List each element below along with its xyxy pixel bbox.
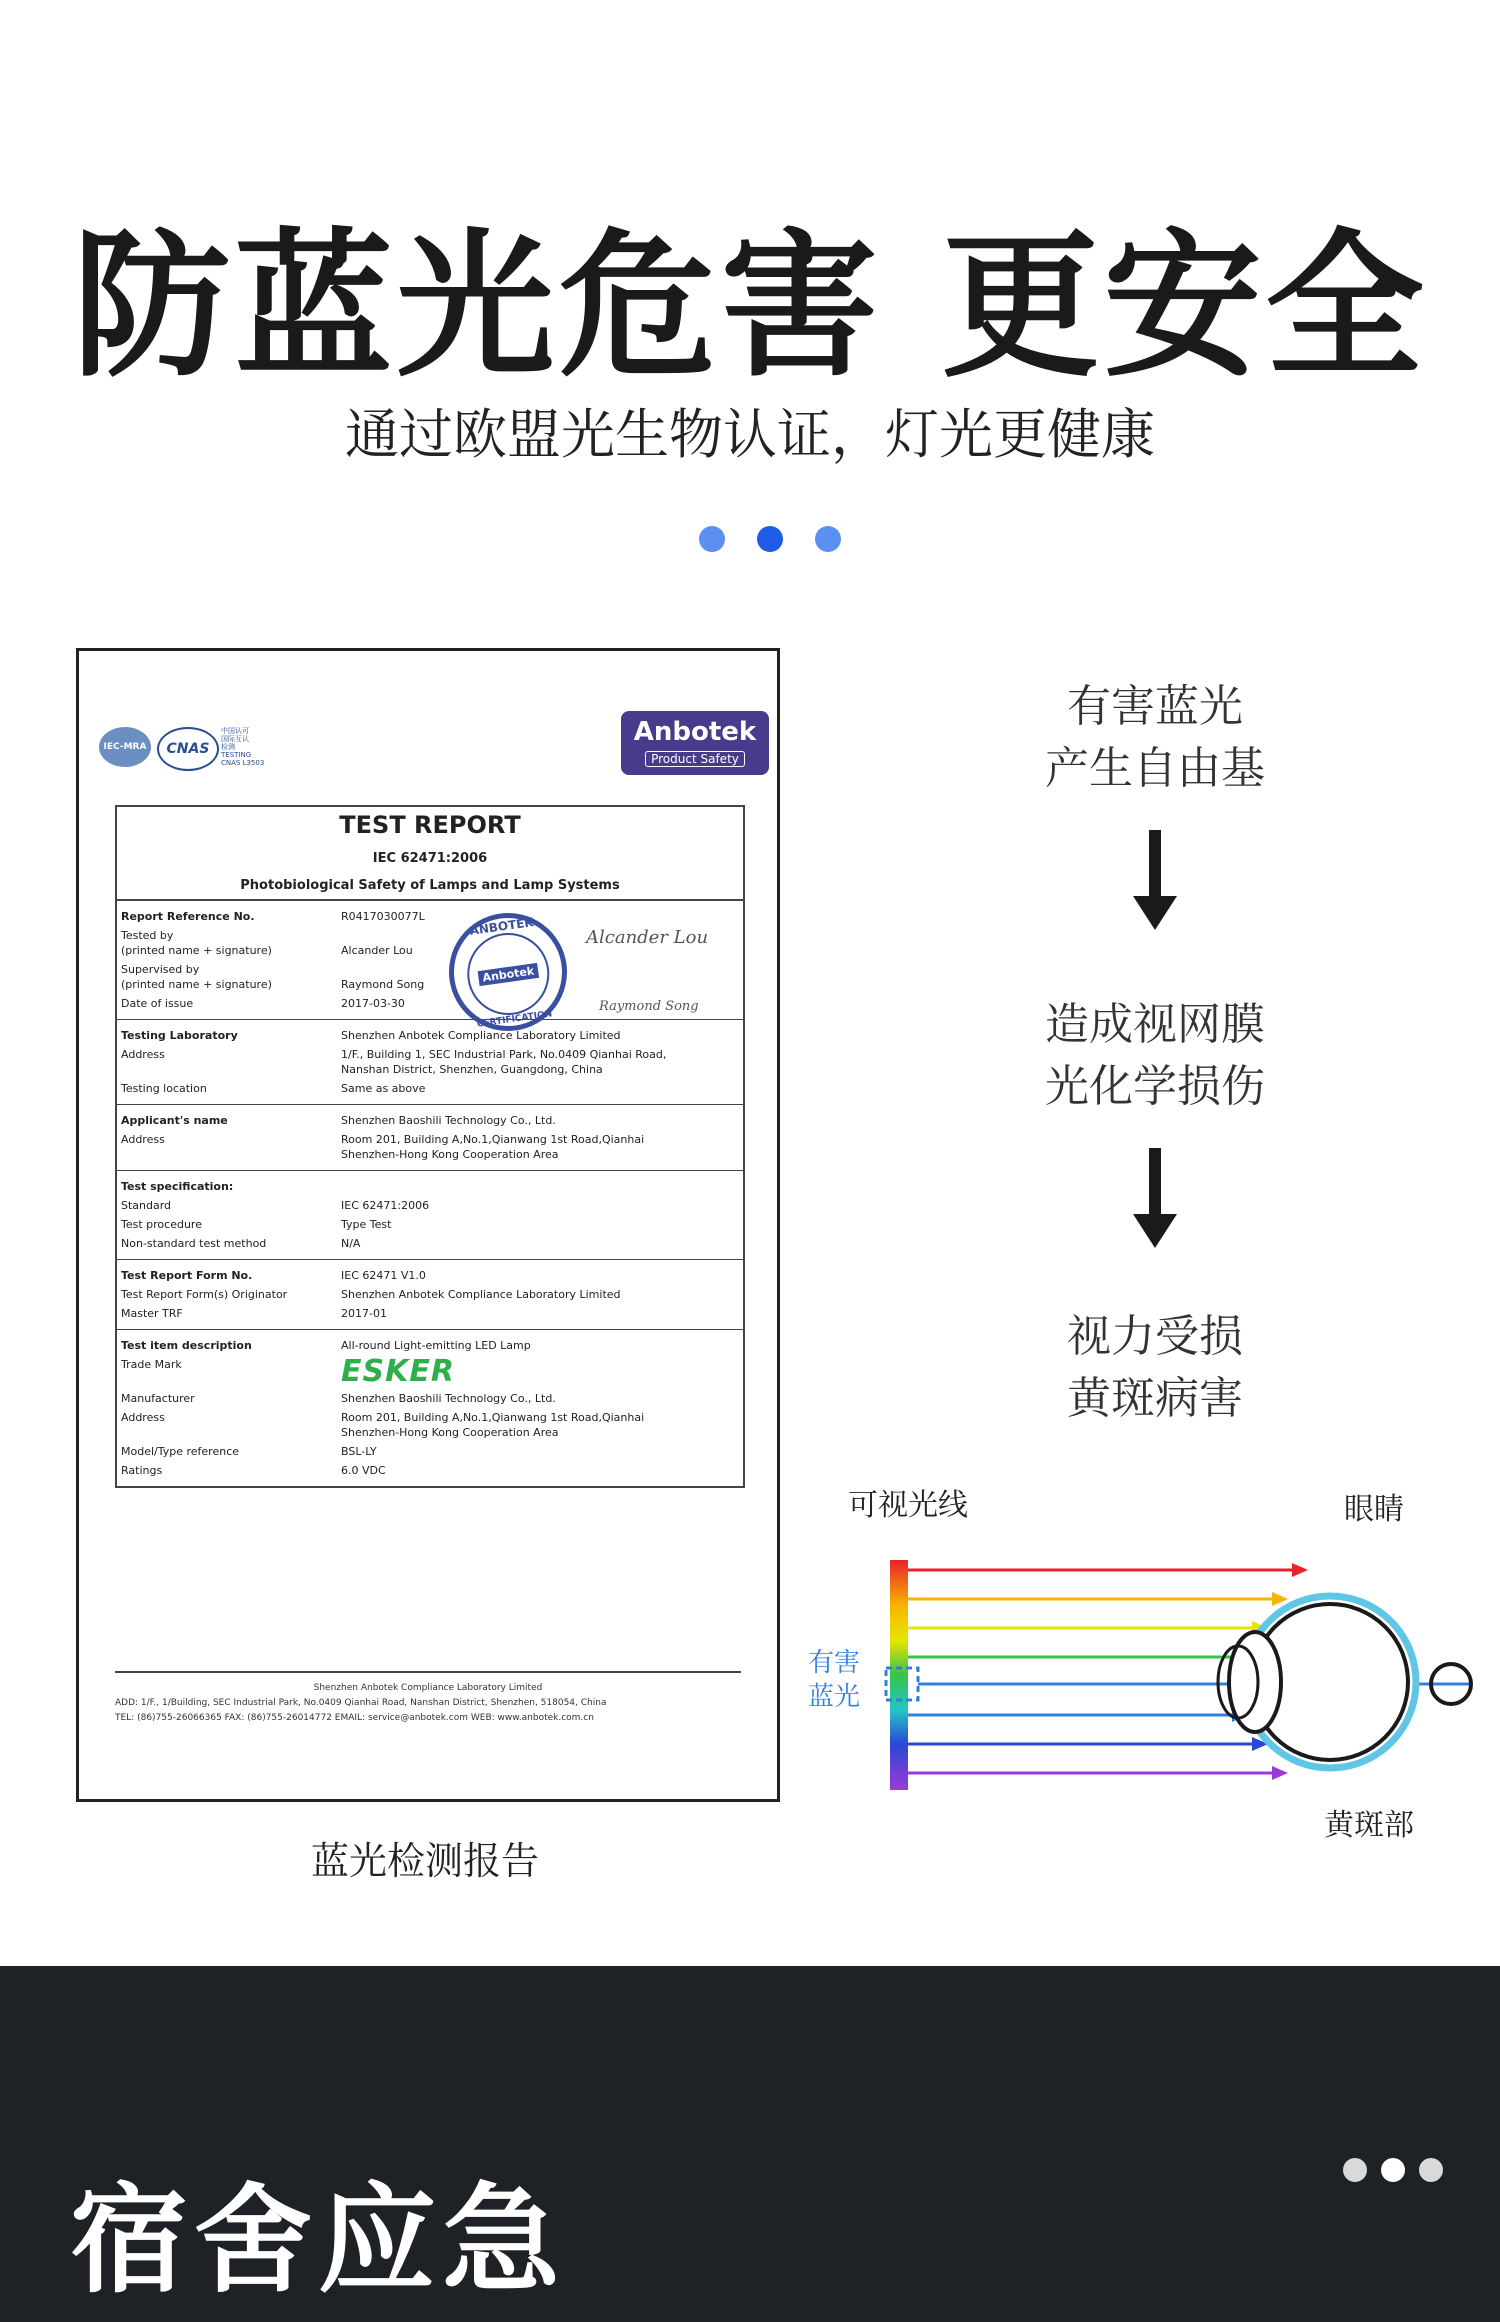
spectrum-bar bbox=[890, 1560, 908, 1790]
page-title: 防蓝光危害 更安全 bbox=[72, 215, 1428, 399]
report-row bbox=[121, 909, 739, 924]
report-field-label: Report Reference No. bbox=[121, 910, 255, 923]
report-field-value: Raymond Song bbox=[341, 978, 425, 991]
report-field-label: Supervised by (printed name + signature) bbox=[121, 963, 272, 991]
more-dot[interactable] bbox=[1381, 2158, 1405, 2182]
report-section bbox=[117, 1020, 743, 1105]
report-field-label: Address bbox=[121, 1133, 165, 1146]
report-field-label: Ratings bbox=[121, 1464, 163, 1477]
report-field-label: Test Report Form No. bbox=[121, 1269, 253, 1282]
report-row bbox=[121, 1463, 739, 1478]
light-spectrum-diagram bbox=[860, 1540, 1480, 1800]
report-field-value: Same as above bbox=[341, 1082, 426, 1095]
report-row bbox=[121, 1444, 739, 1459]
report-row bbox=[121, 1268, 739, 1283]
down-arrow-icon bbox=[1140, 1148, 1170, 1248]
report-header bbox=[117, 807, 743, 901]
report-field-label: Trade Mark bbox=[121, 1358, 182, 1371]
report-field-value: Shenzhen Anbotek Compliance Laboratory Limited bbox=[341, 1288, 621, 1301]
report-field-label: Date of issue bbox=[121, 997, 194, 1010]
light-ray-arrowhead bbox=[1292, 1563, 1308, 1577]
stamp-middle-text: Anbotek bbox=[478, 962, 539, 985]
report-field-value: 2017-03-30 bbox=[341, 997, 405, 1010]
anbotek-logo bbox=[621, 711, 769, 775]
report-field-label: Address bbox=[121, 1048, 165, 1061]
report-row bbox=[121, 1391, 739, 1406]
report-row bbox=[121, 1047, 739, 1077]
report-field-value bbox=[333, 1179, 739, 1194]
trade-mark-logo: ESKER bbox=[341, 1354, 455, 1389]
report-row bbox=[121, 1354, 739, 1389]
certificate-caption: 蓝光检测报告 bbox=[310, 1839, 539, 1883]
report-field-value: 6.0 VDC bbox=[341, 1464, 386, 1477]
light-ray-arrowhead bbox=[1272, 1592, 1288, 1606]
report-row bbox=[121, 1287, 739, 1302]
report-field-value: Shenzhen Baoshili Technology Co., Ltd. bbox=[341, 1392, 556, 1405]
footer-contact: TEL: (86)755-26066365 FAX: (86)755-26014772 EMAIL: service@anbotek.com WEB: www.anbotek.com.cn bbox=[115, 1713, 594, 1723]
report-table bbox=[115, 805, 745, 1488]
report-field-value: Shenzhen Anbotek Compliance Laboratory Limited bbox=[341, 1029, 621, 1042]
report-field-label: Applicant's name bbox=[121, 1114, 228, 1127]
report-title: TEST REPORT bbox=[339, 811, 521, 839]
report-field-label: Standard bbox=[121, 1199, 172, 1212]
test-report-certificate bbox=[76, 648, 780, 1802]
report-field-label: Test procedure bbox=[121, 1218, 202, 1231]
ilac-mra-logo: IEC-MRA bbox=[99, 727, 151, 767]
report-field-label: Address bbox=[121, 1411, 165, 1424]
report-field-value: Room 201, Building A,No.1,Qianwang 1st Road,Qianhai Shenzhen-Hong Kong Cooperation Area bbox=[341, 1411, 645, 1439]
cnas-note: 中国认可 国际互认 检测 TESTING CNAS L3503 bbox=[221, 727, 265, 767]
report-field-label: Non-standard test method bbox=[121, 1237, 267, 1250]
report-field-value: Alcander Lou bbox=[341, 944, 413, 957]
report-row bbox=[121, 1306, 739, 1321]
light-ray-arrowhead bbox=[1272, 1766, 1288, 1780]
report-field-label: Tested by (printed name + signature) bbox=[121, 929, 272, 957]
report-section bbox=[117, 1330, 743, 1486]
brand-name: Anbotek bbox=[633, 717, 757, 747]
report-field-label: Test Report Form(s) Originator bbox=[121, 1288, 288, 1301]
page-subtitle: 通过欧盟光生物认证，灯光更健康 bbox=[345, 403, 1155, 466]
report-row bbox=[121, 1198, 739, 1213]
report-field-value: Shenzhen Baoshili Technology Co., Ltd. bbox=[341, 1114, 556, 1127]
report-row bbox=[121, 1410, 739, 1440]
report-row bbox=[121, 1236, 739, 1251]
report-field-label: Test item description bbox=[121, 1339, 252, 1352]
report-row bbox=[121, 1028, 739, 1043]
report-field-value: BSL-LY bbox=[341, 1445, 377, 1458]
report-field-value: Type Test bbox=[341, 1218, 392, 1231]
carousel-dot-1[interactable] bbox=[699, 526, 725, 552]
more-dot[interactable] bbox=[1419, 2158, 1443, 2182]
brand-tagline: Product Safety bbox=[645, 751, 745, 767]
report-field-label: Model/Type reference bbox=[121, 1445, 240, 1458]
cnas-logo: CNAS bbox=[157, 727, 219, 771]
flow-step-2: 造成视网膜 光化学损伤 bbox=[1045, 999, 1265, 1112]
down-arrow-icon bbox=[1140, 830, 1170, 930]
stamp-bottom-text: CERTIFICATION bbox=[476, 1009, 553, 1030]
report-field-value: N/A bbox=[341, 1237, 361, 1250]
footer-address: ADD: 1/F., 1/Building, SEC Industrial Park, No.0409 Qianhai Road, Nanshan District, Shenzhen, 518054, China bbox=[115, 1698, 607, 1708]
report-field-value: IEC 62471:2006 bbox=[341, 1199, 430, 1212]
supervisor-signature: Raymond Song bbox=[599, 999, 699, 1014]
stamp-inner-ring bbox=[462, 928, 555, 1021]
macula-label: 黄斑部 bbox=[1324, 1808, 1414, 1843]
report-field-value: 1/F., Building 1, SEC Industrial Park, No.0409 Qianhai Road, Nanshan District, Shenzhen, Guangdong, China bbox=[341, 1048, 667, 1076]
carousel-dot-3[interactable] bbox=[815, 526, 841, 552]
report-field-value: IEC 62471 V1.0 bbox=[341, 1269, 426, 1282]
report-field-label: Master TRF bbox=[121, 1307, 183, 1320]
report-section bbox=[117, 1105, 743, 1171]
stamp-top-text: ANBOTEK bbox=[468, 915, 535, 938]
flow-step-3: 视力受损 黄斑病害 bbox=[1067, 1311, 1243, 1424]
report-sections bbox=[117, 901, 743, 1486]
report-field-label: Testing location bbox=[121, 1082, 207, 1095]
report-footer bbox=[115, 1671, 741, 1726]
more-dot[interactable] bbox=[1343, 2158, 1367, 2182]
visible-light-label: 可视光线 bbox=[848, 1488, 968, 1523]
report-field-value: All-round Light-emitting LED Lamp bbox=[341, 1339, 531, 1352]
harmful-blue-label: 有害 蓝光 bbox=[808, 1648, 861, 1712]
carousel-dot-2[interactable] bbox=[757, 526, 783, 552]
report-row bbox=[121, 1113, 739, 1128]
tester-signature: Alcander Lou bbox=[586, 927, 709, 948]
report-section bbox=[117, 1171, 743, 1260]
section-title: 宿舍应急 bbox=[70, 2171, 567, 2309]
report-row bbox=[121, 1132, 739, 1162]
report-field-value: Room 201, Building A,No.1,Qianwang 1st Road,Qianhai Shenzhen-Hong Kong Cooperation Area bbox=[341, 1133, 645, 1161]
report-field-label: Test specification: bbox=[121, 1180, 234, 1193]
report-row bbox=[121, 962, 739, 992]
report-row bbox=[121, 1179, 739, 1194]
report-row bbox=[121, 1217, 739, 1232]
report-subtitle: Photobiological Safety of Lamps and Lamp Systems bbox=[240, 878, 620, 893]
report-field-value: 2017-01 bbox=[341, 1307, 387, 1320]
flow-step-1: 有害蓝光 产生自由基 bbox=[1045, 681, 1265, 794]
report-field-label: Manufacturer bbox=[121, 1392, 195, 1405]
report-section bbox=[117, 1260, 743, 1330]
report-field-label: Testing Laboratory bbox=[121, 1029, 238, 1042]
eye-label: 眼睛 bbox=[1344, 1492, 1404, 1527]
report-standard: IEC 62471:2006 bbox=[372, 851, 488, 866]
footer-company: Shenzhen Anbotek Compliance Laboratory Limited bbox=[313, 1683, 543, 1693]
report-row bbox=[121, 1338, 739, 1353]
report-row bbox=[121, 1081, 739, 1096]
report-field-value: R0417030077L bbox=[341, 910, 425, 923]
